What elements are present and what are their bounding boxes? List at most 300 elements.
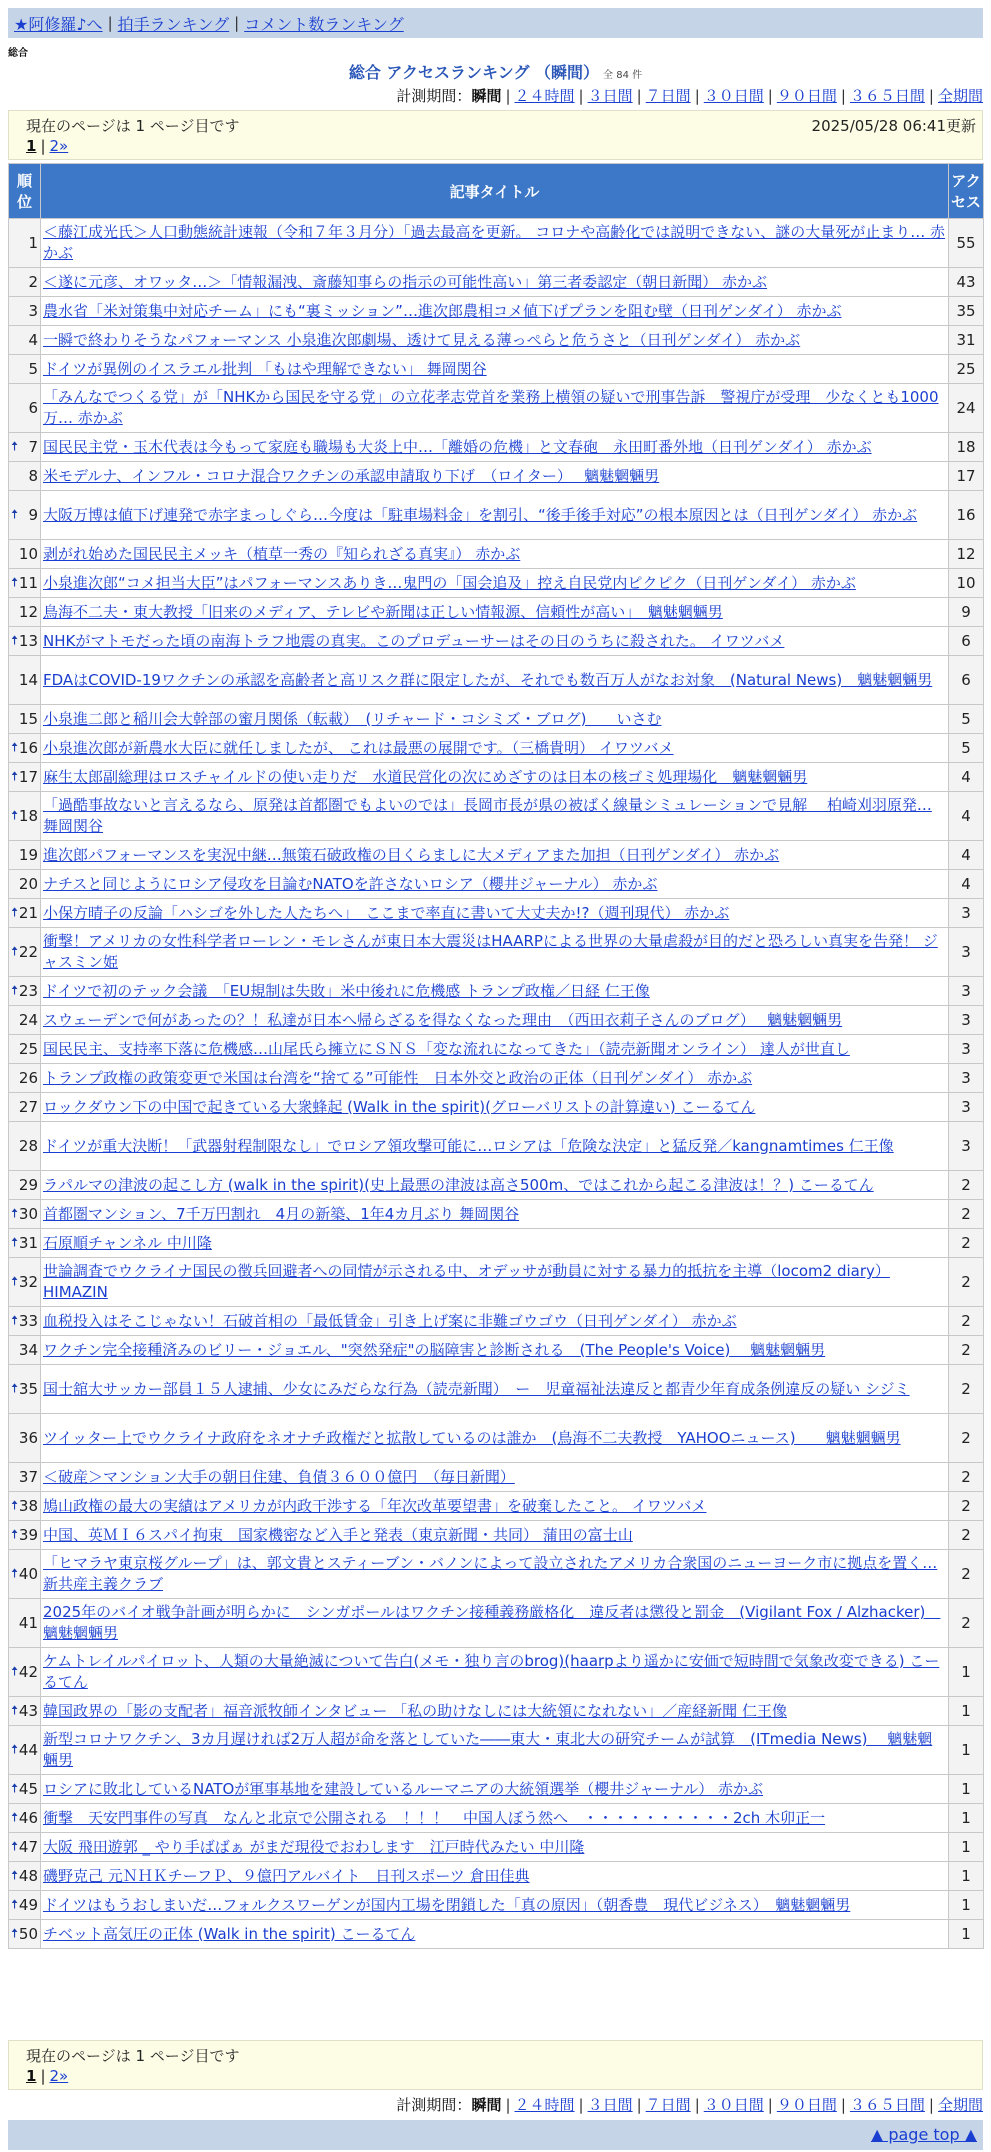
rank-up-arrow-icon: 🠅	[11, 1703, 19, 1719]
access-count: 2	[949, 1521, 984, 1550]
article-title-link[interactable]: ロシアに敗北しているNATOが軍事基地を建設しているルーマニアの大統領選挙（櫻井ジャーナル） 赤かぶ	[43, 1779, 764, 1798]
access-count: 2	[949, 1463, 984, 1492]
rank-cell	[9, 1862, 41, 1891]
table-row	[9, 540, 984, 569]
rank-number: 37	[18, 1467, 38, 1486]
rank-number: 5	[28, 359, 38, 378]
rank-number: 34	[18, 1340, 38, 1359]
table-row	[9, 1599, 984, 1648]
comment-ranking-link[interactable]: コメント数ランキング	[244, 14, 404, 34]
access-count: 2	[949, 1365, 984, 1414]
article-title-link[interactable]: 小泉進二郎と稲川会大幹部の蜜月関係（転載） (リチャード・コシミズ・ブログ) いさむ	[43, 709, 662, 728]
period-separator: |	[767, 87, 773, 105]
table-row	[9, 1365, 984, 1414]
table-row	[9, 1258, 984, 1307]
article-title-link[interactable]: 「ヒマラヤ東京桜グループ」は、郭文貴とスティーブン・バノンによって設立されたアメリカ合衆国のニューヨーク市に拠点を置く… 新共産主義クラブ	[43, 1554, 938, 1593]
rank-cell	[9, 462, 41, 491]
title-cell	[41, 763, 949, 792]
rank-number: 49	[18, 1895, 38, 1914]
article-title-link[interactable]: ワクチン完全接種済みのビリー・ジョエル、"突然発症"の脳障害と診断される (The People's Voice) 魑魅魍魎男	[43, 1340, 826, 1359]
article-title-link[interactable]: 「過酷事故ないと言えるなら、原発は首都圏でもよいのでは」長岡市長が県の被ばく線量シミュレーションで見解 柏崎刈羽原発… 舞岡関谷	[43, 796, 932, 835]
rank-number: 29	[18, 1175, 38, 1194]
pager-bottom	[26, 2067, 68, 2085]
rank-cell	[9, 1697, 41, 1726]
rank-number: 32	[18, 1272, 38, 1291]
title-cell	[41, 928, 949, 977]
title-cell	[41, 1200, 949, 1229]
rank-cell	[9, 219, 41, 268]
table-header-row	[9, 164, 984, 219]
article-title-link[interactable]: 「みんなでつくる党」が「NHKから国民を守る党」の立花孝志党首を業務上横領の疑いで刑事告訴 警視庁が受理 少なくとも1000万… 赤かぶ	[43, 388, 939, 427]
access-count: 10	[949, 569, 984, 598]
title-cell	[41, 1862, 949, 1891]
title-cell	[41, 1599, 949, 1648]
header-rank: 順位	[9, 164, 41, 219]
rank-number: 31	[18, 1233, 38, 1252]
access-count: 2	[949, 1307, 984, 1336]
article-title-link[interactable]: 中国、英ＭＩ６スパイ拘束 国家機密など入手と発表（東京新聞・共同） 蒲田の富士山	[43, 1525, 633, 1544]
rank-number: 30	[18, 1204, 38, 1223]
rank-number: 1	[28, 233, 38, 252]
article-title-link[interactable]: ケムトレイルパイロット、人類の大量絶滅について告白(メモ・独り言のbrog)(haarpより遥かに安価で短時間で気象改変できる) こーるてん	[43, 1652, 940, 1691]
table-row	[9, 297, 984, 326]
rank-number: 9	[28, 505, 38, 524]
table-row	[9, 627, 984, 656]
title-cell	[41, 1336, 949, 1365]
article-title-link[interactable]: ドイツはもうおしまいだ…フォルクスワーゲンが国内工場を閉鎖した「真の原因」（朝香豊 現代ビジネス） 魑魅魍魎男	[43, 1895, 851, 1914]
rank-number: 38	[18, 1496, 38, 1515]
title-cell	[41, 297, 949, 326]
period-link[interactable]: ２４時間	[514, 87, 575, 105]
table-row	[9, 656, 984, 705]
access-count: 1	[949, 1697, 984, 1726]
period-link[interactable]: ３日間	[587, 87, 633, 105]
period-selector-bottom	[396, 2094, 983, 2115]
page-title	[0, 60, 991, 83]
table-row	[9, 1414, 984, 1463]
period-separator: |	[505, 87, 511, 105]
article-title-link[interactable]: 大阪万博は値下げ連発で赤字まっしぐら…今度は「駐車場料金」を割引、“後手後手対応”の根本原因とは（日刊ゲンダイ） 赤かぶ	[43, 505, 918, 524]
rank-cell	[9, 1122, 41, 1171]
rank-up-arrow-icon: 🠅	[11, 1742, 19, 1758]
table-row	[9, 326, 984, 355]
article-title-link[interactable]: 剥がれ始めた国民民主メッキ（植草一秀の『知られざる真実』） 赤かぶ	[43, 544, 521, 563]
page-info-bottom	[8, 2040, 983, 2090]
rank-cell	[9, 1258, 41, 1307]
access-count: 2	[949, 1229, 984, 1258]
rank-cell	[9, 1064, 41, 1093]
period-link[interactable]: ３６５日間	[849, 2096, 925, 2114]
asyura-home-link[interactable]: ★阿修羅♪へ	[14, 14, 103, 34]
current-page-text: 現在のページは 1 ページ目です	[26, 117, 240, 135]
access-count: 2	[949, 1258, 984, 1307]
access-count: 5	[949, 734, 984, 763]
article-title-link[interactable]: ドイツが重大決断！「武器射程制限なし」でロシア領攻撃可能に…ロシアは「危険な決定」と猛反発／kangnamtimes 仁王像	[43, 1136, 894, 1155]
table-row	[9, 928, 984, 977]
table-row	[9, 792, 984, 841]
page-2-link[interactable]: 2	[49, 2067, 60, 2085]
article-title-link[interactable]: ドイツが異例のイスラエル批判 「もはや理解できない」 舞岡関谷	[43, 359, 487, 378]
title-cell	[41, 1093, 949, 1122]
rank-cell	[9, 1648, 41, 1697]
pager-separator: |	[40, 137, 46, 155]
rank-number: 16	[18, 738, 38, 757]
rank-cell	[9, 491, 41, 540]
access-count: 2	[949, 1414, 984, 1463]
article-title-link[interactable]: 磯野克己 元ＮＨＫチーフＰ、９億円アルバイト 日刊スポーツ 倉田佳典	[43, 1866, 530, 1885]
title-cell	[41, 433, 949, 462]
article-title-link[interactable]: 世論調査でウクライナ国民の徴兵回避者への同情が示される中、オデッサが動員に対する暴力的抵抗を主導（locom2 diary） HIMAZIN	[43, 1262, 890, 1301]
article-title-link[interactable]: ＜藤江成光氏＞人口動態統計速報（令和７年３月分）「過去最高を更新。 コロナや高齢化では説明できない、謎の大量死が止まり… 赤かぶ	[43, 223, 946, 262]
access-count: 3	[949, 899, 984, 928]
access-count: 2	[949, 1171, 984, 1200]
table-row	[9, 1804, 984, 1833]
table-row	[9, 1064, 984, 1093]
rank-number: 14	[18, 670, 38, 689]
rank-number: 20	[18, 874, 38, 893]
article-title-link[interactable]: 鳩山政権の最大の実績はアメリカが内政干渉する「年次改革要望書」を破棄したこと。 イワツバメ	[43, 1496, 707, 1515]
next-page-link[interactable]: »	[59, 137, 69, 155]
table-row	[9, 1492, 984, 1521]
title-cell	[41, 1307, 949, 1336]
rank-up-arrow-icon: 🠅	[11, 1498, 19, 1514]
rank-up-arrow-icon: 🠅	[11, 439, 19, 455]
article-title-link[interactable]: ＜破産＞マンション大手の朝日住建、負債３６００億円 （毎日新聞）	[43, 1467, 515, 1486]
period-separator: |	[505, 2096, 511, 2114]
access-count: 3	[949, 1122, 984, 1171]
rank-number: 41	[18, 1613, 38, 1632]
rank-up-arrow-icon: 🠅	[11, 633, 19, 649]
period-link[interactable]: 全期間	[937, 87, 983, 105]
table-row	[9, 1920, 984, 1949]
article-title-link[interactable]: 国民民主党・玉木代表は今もって家庭も職場も大炎上中…「離婚の危機」と文春砲 永田町番外地（日刊ゲンダイ） 赤かぶ	[43, 437, 872, 456]
period-selector-top	[396, 85, 983, 106]
access-count: 1	[949, 1891, 984, 1920]
table-row	[9, 1726, 984, 1775]
table-row	[9, 1200, 984, 1229]
article-title-link[interactable]: ＜遂に元彦、オワッタ…＞「情報漏洩、斎藤知事らの指示の可能性高い」第三者委認定（朝日新聞） 赤かぶ	[43, 272, 768, 291]
period-separator: |	[578, 87, 584, 105]
title-cell	[41, 1726, 949, 1775]
rank-up-arrow-icon: 🠅	[11, 1274, 19, 1290]
next-page-link[interactable]: »	[59, 2067, 69, 2085]
article-title-link[interactable]: 麻生太郎副総理はロスチャイルドの使い走りだ 水道民営化の次にめざすのは日本の核ゴミ処理場化 魑魅魍魎男	[43, 767, 808, 786]
rank-number: 21	[18, 903, 38, 922]
rank-cell	[9, 841, 41, 870]
rank-number: 10	[18, 544, 38, 563]
rank-number: 23	[18, 981, 38, 1000]
rank-up-arrow-icon: 🠅	[11, 1566, 19, 1582]
article-title-link[interactable]: 血税投入はそこじゃない！石破首相の「最低賃金」引き上げ案に非難ゴウゴウ（日刊ゲンダイ） 赤かぶ	[43, 1311, 737, 1330]
title-cell	[41, 1550, 949, 1599]
table-row	[9, 1307, 984, 1336]
access-count: 55	[949, 219, 984, 268]
article-title-link[interactable]: ドイツで初のテック会議 「EU規制は失敗」米中後れに危機感 トランプ政権／日経 仁王像	[43, 981, 650, 1000]
table-row	[9, 1035, 984, 1064]
period-separator: |	[694, 87, 700, 105]
period-link[interactable]: ７日間	[645, 2096, 691, 2114]
title-cell	[41, 841, 949, 870]
title-cell	[41, 656, 949, 705]
rank-up-arrow-icon: 🠅	[11, 1206, 19, 1222]
title-cell	[41, 1521, 949, 1550]
rank-number: 22	[18, 942, 38, 961]
updated-timestamp: 2025/05/28 06:41更新	[811, 117, 976, 135]
table-row	[9, 1833, 984, 1862]
rank-cell	[9, 792, 41, 841]
rank-number: 3	[28, 301, 38, 320]
article-title-link[interactable]: 鳥海不二夫・東大教授「旧来のメディア、テレビや新聞は正しい情報源、信頼性が高い」 魑魅魍魎男	[43, 602, 723, 621]
rank-number: 42	[18, 1662, 38, 1681]
table-row	[9, 1862, 984, 1891]
rank-number: 17	[18, 767, 38, 786]
table-row	[9, 491, 984, 540]
access-count: 4	[949, 763, 984, 792]
access-count: 4	[949, 870, 984, 899]
rank-cell	[9, 1035, 41, 1064]
rank-number: 8	[28, 466, 38, 485]
table-row	[9, 219, 984, 268]
table-row	[9, 268, 984, 297]
article-title-link[interactable]: 新型コロナワクチン、3カ月遅ければ2万人超が命を落としていた――東大・東北大の研究チームが試算 (ITmedia News) 魑魅魍魎男	[43, 1730, 933, 1769]
rank-number: 48	[18, 1866, 38, 1885]
title-cell	[41, 326, 949, 355]
article-title-link[interactable]: 石原順チャンネル 中川隆	[43, 1233, 212, 1252]
rank-cell	[9, 433, 41, 462]
rank-cell	[9, 928, 41, 977]
title-cell	[41, 627, 949, 656]
rank-number: 26	[18, 1068, 38, 1087]
article-title-link[interactable]: チベット高気圧の正体 (Walk in the spirit) こーるてん	[43, 1924, 416, 1943]
rank-cell	[9, 1336, 41, 1365]
table-row	[9, 763, 984, 792]
rank-cell	[9, 1229, 41, 1258]
title-cell	[41, 491, 949, 540]
title-cell	[41, 462, 949, 491]
access-count: 12	[949, 540, 984, 569]
current-page-text: 現在のページは 1 ページ目です	[26, 2047, 240, 2065]
clap-ranking-link[interactable]: 拍手ランキング	[117, 14, 230, 34]
header-title: 記事タイトル	[41, 164, 949, 219]
breadcrumb: 総合	[8, 48, 28, 59]
article-title-link[interactable]: ツイッター上でウクライナ政府をネオナチ政権だと拡散しているのは誰か (鳥海不二夫教授 YAHOOニュース) 魑魅魍魎男	[43, 1428, 901, 1447]
period-link[interactable]: ３６５日間	[849, 87, 925, 105]
table-row	[9, 977, 984, 1006]
title-cell	[41, 705, 949, 734]
article-title-link[interactable]: スウェーデンで何があったの？！私達が日本へ帰らざるを得なくなった理由 （西田衣莉子さんのブログ） 魑魅魍魎男	[43, 1010, 843, 1029]
rank-cell	[9, 870, 41, 899]
rank-number: 45	[18, 1779, 38, 1798]
title-cell	[41, 1648, 949, 1697]
period-separator: |	[636, 2096, 642, 2114]
title-cell	[41, 1064, 949, 1093]
article-title-link[interactable]: 小泉進次郎が新農水大臣に就任しましたが、 これは最悪の展開です。（三橋貴明） イワツバメ	[43, 738, 674, 757]
rank-cell	[9, 763, 41, 792]
access-count: 6	[949, 656, 984, 705]
title-cell	[41, 540, 949, 569]
article-title-link[interactable]: ラパルマの津波の起こし方 (walk in the spirit)(史上最悪の津波は高さ500m、ではこれから起こる津波は！？) こーるてん	[43, 1175, 874, 1194]
access-count: 1	[949, 1775, 984, 1804]
access-count: 17	[949, 462, 984, 491]
title-cell	[41, 1414, 949, 1463]
rank-number: 13	[18, 631, 38, 650]
title-cell	[41, 870, 949, 899]
title-cell	[41, 1122, 949, 1171]
ranking-rows	[9, 219, 984, 1949]
access-count: 2	[949, 1336, 984, 1365]
period-link[interactable]: ９０日間	[776, 87, 837, 105]
period-link[interactable]: ３日間	[587, 2096, 633, 2114]
title-cell	[41, 1492, 949, 1521]
access-count: 2	[949, 1599, 984, 1648]
rank-cell	[9, 355, 41, 384]
table-row	[9, 899, 984, 928]
period-link[interactable]: ９０日間	[776, 2096, 837, 2114]
title-cell	[41, 792, 949, 841]
title-cell	[41, 977, 949, 1006]
access-count: 2	[949, 1550, 984, 1599]
article-title-link[interactable]: 韓国政界の「影の支配者」福音派牧師インタビュー 「私の助けなしには大統領になれない」／産経新聞 仁王像	[43, 1701, 787, 1720]
title-cell	[41, 219, 949, 268]
article-title-link[interactable]: 進次郎パフォーマンスを実況中継…無策石破政権の目くらましに大メディアまた加担（日刊ゲンダイ） 赤かぶ	[43, 845, 780, 864]
title-cell	[41, 355, 949, 384]
rank-cell	[9, 1775, 41, 1804]
rank-up-arrow-icon: 🠅	[11, 1897, 19, 1913]
article-title-link[interactable]: 衝撃！アメリカの女性科学者ローレン・モレさんが東日本大震災はHAARPによる世界の大量虐殺が目的だと恐ろしい真実を告発！ ジャスミン姫	[43, 932, 938, 971]
access-count: 16	[949, 491, 984, 540]
page-1-current[interactable]: 1	[26, 137, 37, 155]
table-row	[9, 870, 984, 899]
article-title-link[interactable]: 首都圏マンション、7千万円割れ 4月の新築、1年4カ月ぶり 舞岡関谷	[43, 1204, 520, 1223]
article-title-link[interactable]: 農水省「米対策集中対応チーム」にも“裏ミッション”…進次郎農相コメ値下げプランを阻む壁（日刊ゲンダイ） 赤かぶ	[43, 301, 842, 320]
article-title-link[interactable]: FDAはCOVID-19ワクチンの承認を高齢者と高リスク群に限定したが、それでも数百万人がなお対象 (Natural News) 魑魅魍魎男	[43, 670, 933, 689]
access-count: 4	[949, 841, 984, 870]
rank-cell	[9, 1365, 41, 1414]
access-count: 31	[949, 326, 984, 355]
period-link[interactable]: ３０日間	[703, 2096, 764, 2114]
rank-number: 2	[28, 272, 38, 291]
table-row	[9, 1171, 984, 1200]
article-title-link[interactable]: NHKがマトモだった頃の南海トラフ地震の真実。このプロデューサーはその日のうちに殺された。 イワツバメ	[43, 631, 785, 650]
page-top-link[interactable]: ▲ page top ▲	[870, 2125, 977, 2144]
access-count: 43	[949, 268, 984, 297]
table-row	[9, 1006, 984, 1035]
rank-cell	[9, 1726, 41, 1775]
title-cell	[41, 384, 949, 433]
rank-up-arrow-icon: 🠅	[11, 1810, 19, 1826]
period-link[interactable]: 全期間	[937, 2096, 983, 2114]
rank-number: 19	[18, 845, 38, 864]
rank-cell	[9, 1804, 41, 1833]
access-count: 6	[949, 627, 984, 656]
rank-up-arrow-icon: 🠅	[11, 575, 19, 591]
access-count: 25	[949, 355, 984, 384]
title-cell	[41, 598, 949, 627]
rank-number: 43	[18, 1701, 38, 1720]
nav-separator: |	[234, 14, 240, 32]
article-title-link[interactable]: ナチスと同じようにロシア侵攻を目論むNATOを許さないロシア（櫻井ジャーナル） 赤かぶ	[43, 874, 658, 893]
rank-cell	[9, 1093, 41, 1122]
rank-up-arrow-icon: 🠅	[11, 1664, 19, 1680]
period-label: 計測期間：	[396, 2096, 472, 2114]
article-title-link[interactable]: 国民民主、支持率下落に危機感…山尾氏ら擁立にＳＮＳ「変な流れになってきた」（読売新聞オンライン） 達人が世直し	[43, 1039, 850, 1058]
rank-up-arrow-icon: 🠅	[11, 769, 19, 785]
rank-cell	[9, 297, 41, 326]
access-count: 18	[949, 433, 984, 462]
article-title-link[interactable]: 米モデルナ、インフル・コロナ混合ワクチンの承認申請取り下げ （ロイター） 魑魅魍魎男	[43, 466, 660, 485]
table-row	[9, 841, 984, 870]
article-title-link[interactable]: 大阪 飛田遊郭 _ やり手ばばぁ がまだ現役でおわします 江戸時代みたい 中川隆	[43, 1837, 585, 1856]
title-cell	[41, 1804, 949, 1833]
rank-cell	[9, 569, 41, 598]
article-title-link[interactable]: 2025年のバイオ戦争計画が明らかに シンガポールはワクチン接種義務厳格化 違反者は懲役と罰金 (Vigilant Fox / Alzhacker) 魑魅魍魎男	[43, 1603, 941, 1642]
access-count: 4	[949, 792, 984, 841]
rank-number: 50	[18, 1924, 38, 1943]
table-row	[9, 1336, 984, 1365]
ranking-table	[8, 163, 984, 1949]
table-row	[9, 705, 984, 734]
rank-cell	[9, 1463, 41, 1492]
period-link[interactable]: ７日間	[645, 87, 691, 105]
table-row	[9, 1122, 984, 1171]
period-current: 瞬間	[471, 2096, 502, 2114]
page-1-current[interactable]: 1	[26, 2067, 37, 2085]
period-separator: |	[767, 2096, 773, 2114]
pager-top	[26, 137, 68, 155]
rank-up-arrow-icon: 🠅	[11, 983, 19, 999]
rank-cell	[9, 656, 41, 705]
rank-cell	[9, 326, 41, 355]
rank-up-arrow-icon: 🠅	[11, 740, 19, 756]
title-cell	[41, 569, 949, 598]
header-access: アクセス	[949, 164, 984, 219]
period-label: 計測期間：	[396, 87, 472, 105]
page-info-top	[8, 110, 983, 160]
rank-up-arrow-icon: 🠅	[11, 1839, 19, 1855]
access-count: 1	[949, 1920, 984, 1949]
table-row	[9, 1697, 984, 1726]
period-link[interactable]: ２４時間	[514, 2096, 575, 2114]
rank-cell	[9, 598, 41, 627]
rank-up-arrow-icon: 🠅	[11, 1527, 19, 1543]
article-title-link[interactable]: 衝撃 天安門事件の写真 なんと北京で公開される ！！！ 中国人ぼう然へ ・・・・・・・・・・2ch 木卯正一	[43, 1808, 826, 1827]
article-title-link[interactable]: トランプ政権の政策変更で米国は台湾を“捨てる”可能性 日本外交と政治の正体（日刊ゲンダイ） 赤かぶ	[43, 1068, 753, 1087]
rank-number: 12	[18, 602, 38, 621]
article-title-link[interactable]: 一瞬で終わりそうなパフォーマンス 小泉進次郎劇場、透けて見える薄っぺらと危うさと（日刊ゲンダイ） 赤かぶ	[43, 330, 801, 349]
title-cell	[41, 1697, 949, 1726]
article-title-link[interactable]: ロックダウン下の中国で起きている大衆蜂起 (Walk in the spirit)(グローバリストの計算違い) こーるてん	[43, 1097, 756, 1116]
title-cell	[41, 1891, 949, 1920]
access-count: 35	[949, 297, 984, 326]
rank-cell	[9, 1492, 41, 1521]
period-link[interactable]: ３０日間	[703, 87, 764, 105]
title-cell	[41, 734, 949, 763]
article-title-link[interactable]: 国士舘大サッカー部員１５人逮捕、少女にみだらな行為（読売新聞） ー 児童福祉法違反と都青少年育成条例違反の疑い シジミ	[43, 1379, 910, 1398]
rank-number: 7	[28, 437, 38, 456]
title-cell	[41, 1920, 949, 1949]
table-row	[9, 569, 984, 598]
period-separator: |	[636, 87, 642, 105]
title-cell	[41, 1833, 949, 1862]
rank-up-arrow-icon: 🠅	[11, 905, 19, 921]
rank-cell	[9, 1521, 41, 1550]
article-title-link[interactable]: 小保方晴子の反論「ハシゴを外した人たちへ」 ここまで率直に書いて大丈夫か!?（週刊現代） 赤かぶ	[43, 903, 730, 922]
rank-cell	[9, 705, 41, 734]
access-count: 3	[949, 1093, 984, 1122]
rank-up-arrow-icon: 🠅	[11, 1868, 19, 1884]
page-2-link[interactable]: 2	[49, 137, 60, 155]
article-title-link[interactable]: 小泉進次郎“コメ担当大臣”はパフォーマンスありき…鬼門の「国会追及」控え自民党内ピクピク（日刊ゲンダイ） 赤かぶ	[43, 573, 856, 592]
